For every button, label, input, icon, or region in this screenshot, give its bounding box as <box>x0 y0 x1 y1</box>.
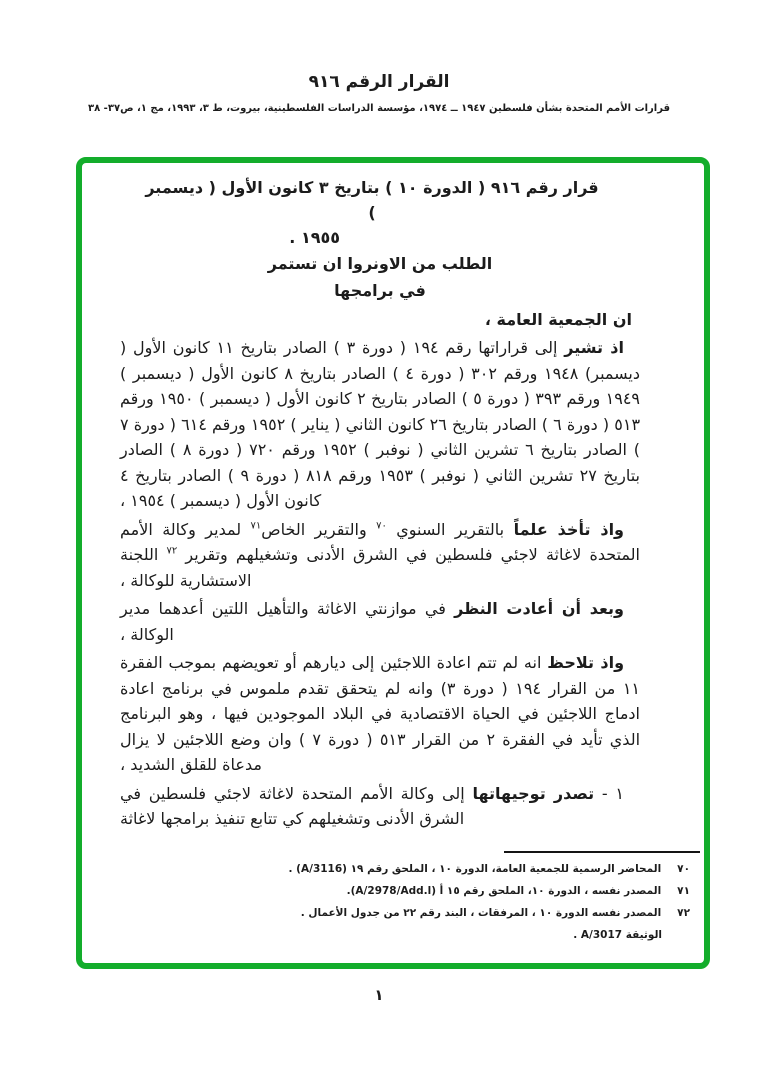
operative-1-lead: تصدر توجيهاتها <box>472 783 595 803</box>
footnote-ref-72: ٧٢ <box>166 545 178 557</box>
footnote-number: ٧١ <box>677 885 690 897</box>
footnote-text: الوثيقة A/3017 . <box>573 929 662 941</box>
footnotes-block <box>210 858 690 946</box>
preamble-noting-lead: واذ تلاحظ <box>547 653 625 672</box>
preamble-recalling-lead: اذ تشير <box>564 338 625 357</box>
footnote-ref-70: ٧٠ <box>376 520 387 532</box>
resolution-heading-line1: قرار رقم ٩١٦ ( الدورة ١٠ ) بتاريخ ٣ كانون الأول ( ديسمبر ) <box>145 178 599 222</box>
preamble-reviewed <box>120 596 640 647</box>
resolution-frame <box>76 157 710 969</box>
footnote-text: المحاضر الرسمية للجمعية العامة، الدورة ١٠ ، الملحق رقم ١٩ (A/3116) . <box>288 863 662 875</box>
taking-note-part2: والتقرير الخاص <box>261 519 377 539</box>
preamble-recalling-body: إلى قراراتها رقم ١٩٤ ( دورة ٣ ) الصادر بتاريخ ١١ كانون الأول ( ديسمبر) ١٩٤٨ ورقم ٣٠٢ ( دورة ٤ ) الصادر بتاريخ ٨ كانون الأول ( ديسمبر ) ١٩٤٩ ورقم ٣٩٣ ( دورة ٥ ) الصادر بتاريخ ٢ كانون الأول ( ديسمبر ) ١٩٥٠ ورقم ٥١٣ ( دورة ٦ ) الصادر بتاريخ ٢٦ كانون الثاني ( يناير ) ١٩٥٢ ورقم ٦١٤ ( دورة ٧ ) الصادر بتاريخ ٦ تشرين الثاني ( نوفبر ) ١٩٥٢ ورقم ٧٢٠ ( دورة ٨ ) الصادر بتاريخ ٢٧ تشرين الثاني ( نوفبر ) ١٩٥٣ ورقم ٨١٨ ( دورة ٩ ) الصادر بتاريخ ٤ كانون الأول ( ديسمبر ) ١٩٥٤ ، <box>120 338 641 510</box>
operative-1-body: إلى وكالة الأمم المتحدة لاغاثة لاجئي فلسطين في الشرق الأدنى وتشغيلهم كي تتابع تنفيذ برامجها لاغاثة <box>120 783 473 828</box>
taking-note-part4: اللجنة الاستشارية للوكالة ، <box>120 545 252 590</box>
operative-paragraph-1 <box>120 781 640 832</box>
taking-note-part1: بالتقرير السنوي <box>386 519 514 539</box>
salutation: ان الجمعية العامة ، <box>484 310 632 329</box>
footnote-number: ٧٢ <box>677 907 690 919</box>
footnote-ref-71: ٧١ <box>250 520 262 532</box>
preamble-noting-body: انه لم تتم اعادة اللاجئين إلى ديارهم أو تعويضهم بموجب الفقرة ١١ من القرار ١٩٤ ( دورة ٣) وانه لم يتحقق تقدم ملموس في برنامج اعادة ادماج اللاجئين في الحياة الاقتصادية في البلاد الموجودين فيها ، وهو البرنامج الذي تأيد في الفقرة ٢ من القرار ٥١٣ ( دورة ٧ ) وان وضع اللاجئين لا يزال مدعاة للقلق الشديد ، <box>120 653 641 774</box>
footnote-row-71 <box>210 880 690 902</box>
preamble-reviewed-body: في موازنتي الاغاثة والتأهيل اللتين أعدهما مدير الوكالة ، <box>120 599 455 644</box>
footnote-text: المصدر نفسه الدورة ١٠ ، المرفقات ، البند رقم ٢٢ من جدول الأعمال . <box>300 907 662 919</box>
preamble-recalling <box>120 335 640 514</box>
resolution-heading <box>112 173 632 225</box>
taking-note-part3: لمدير وكالة الأمم المتحدة لاغاثة لاجئي فلسطين في الشرق الأدنى وتشغيلهم وتقرير <box>120 519 641 564</box>
footnote-row-72-continuation <box>210 924 690 946</box>
preamble-noting <box>120 650 640 778</box>
footnote-row-70 <box>210 858 690 880</box>
page-title: القرار الرقم ٩١٦ <box>308 72 450 92</box>
operative-1-number: ١ - <box>594 783 624 803</box>
footnote-text: المصدر نفسه ، الدورة ١٠، الملحق رقم ١٥ أ (A/2978/Add.l). <box>346 885 662 897</box>
footnote-number: ٧٠ <box>677 863 690 875</box>
footnote-separator <box>504 851 700 853</box>
resolution-subject-line1: الطلب من الاونروا ان تستمر <box>267 254 493 273</box>
resolution-subject-line2: في برامجها <box>334 281 426 300</box>
preamble-taking-note-lead: واذ تأخذ علماً <box>513 519 625 539</box>
page-number: ١ <box>374 986 384 1004</box>
source-citation: قرارات الأمم المتحدة بشأن فلسطين ١٩٤٧ ــ ١٩٧٤، مؤسسة الدراسات الفلسطينية، بيروت، ط ٣، ١٩٩٣، مج ١، ص٣٧- ٣٨ <box>87 103 670 114</box>
preamble-taking-note <box>120 517 640 594</box>
resolution-heading-date: ١٩٥٥ . <box>289 228 340 247</box>
preamble-reviewed-lead: وبعد أن أعادت النظر <box>454 599 624 618</box>
footnote-row-72 <box>210 902 690 924</box>
